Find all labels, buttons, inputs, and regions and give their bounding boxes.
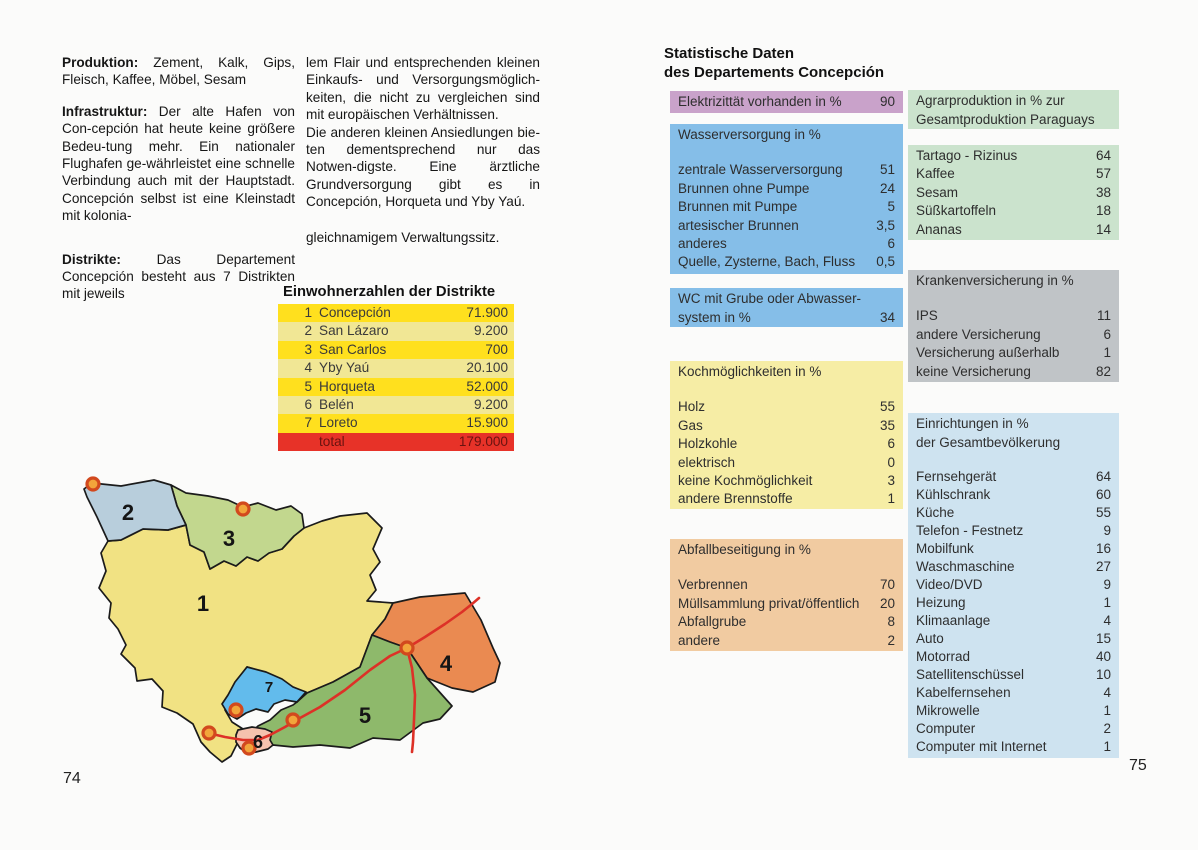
town-marker <box>203 727 215 739</box>
spacer <box>678 381 895 398</box>
table-body <box>916 307 1111 381</box>
paragraph-distrikte: Distrikte: Das Departement Concepción besteht aus 7 Distrikten mit jeweils <box>62 251 295 302</box>
table-row: zentrale Wasserversorgung 51 <box>678 162 895 178</box>
distrikte-label: Distrikte: <box>62 251 121 267</box>
table-body <box>678 576 895 650</box>
table-row: keine Kochmöglichkeit 3 <box>678 473 895 489</box>
spacer <box>916 290 1111 307</box>
table-header: Abfallbeseitigung in % <box>678 542 811 557</box>
produktion-label: Produktion: <box>62 55 139 70</box>
table-row: Kühlschrank 60 <box>916 487 1111 502</box>
table-row: Computer mit Internet 1 <box>916 739 1111 754</box>
page-number-right: 75 <box>1129 757 1147 774</box>
spacer <box>916 452 1111 468</box>
table-row: andere Versicherung 6 <box>916 326 1111 342</box>
table-row: elektrisch 0 <box>678 454 895 470</box>
table-header: Krankenversicherung in % <box>916 273 1074 288</box>
table-row: Heizung 1 <box>916 595 1111 610</box>
town-marker <box>87 478 99 490</box>
table-wasserversorgung <box>670 124 903 274</box>
district-1-label: 1 <box>196 591 210 616</box>
table-row: Gas 35 <box>678 417 895 433</box>
district-5-label: 5 <box>358 703 372 728</box>
district-3-label: 3 <box>222 526 236 551</box>
table-row: Brunnen mit Pumpe 5 <box>678 199 895 215</box>
table-header: Kochmöglichkeiten in % <box>678 364 822 379</box>
table-row: Holzkohle 6 <box>678 436 895 452</box>
table-row: Verbrennen 70 <box>678 577 895 593</box>
paragraph-ansiedlungen: Die anderen kleinen Ansiedlungen bie-ten dementsprechend nur das Notwen-digste. Eine ärztliche Grundversorgung gibt es in Concepción, Horqueta und Yby Yaú. <box>306 124 540 210</box>
einwohner-table <box>278 304 514 451</box>
table-kochmoeglichkeiten <box>670 361 903 509</box>
table-abfallbeseitigung <box>670 539 903 651</box>
einwohner-table-title: Einwohnerzahlen der Distrikte <box>283 284 496 300</box>
table-row: 1 Concepción 71.900 <box>278 304 514 322</box>
table-header: Wasserversorgung in % <box>678 127 821 142</box>
table-row: Quelle, Zysterne, Bach, Fluss 0,5 <box>678 254 895 270</box>
table-row: 3 San Carlos 700 <box>278 341 514 359</box>
table-row: Müllsammlung privat/öffentlich 20 <box>678 595 895 611</box>
table-row: IPS 11 <box>916 308 1111 324</box>
table-row: Motorrad 40 <box>916 649 1111 664</box>
table-row: 5 Horqueta 52.000 <box>278 378 514 396</box>
town-marker <box>237 503 249 515</box>
table-row: andere 2 <box>678 632 895 648</box>
table-row: Holz 55 <box>678 399 895 415</box>
infrastruktur-label: Infrastruktur: <box>62 103 148 119</box>
table-row: Fernsehgerät 64 <box>916 469 1111 484</box>
table-row: Video/DVD 9 <box>916 577 1111 592</box>
town-marker <box>401 642 413 654</box>
table-row: Mobilfunk 16 <box>916 541 1111 556</box>
table-row: Sesam 38 <box>916 184 1111 200</box>
spacer <box>678 559 895 576</box>
table-agrarproduktion-header <box>908 90 1119 129</box>
table-row: Abfallgrube 8 <box>678 614 895 630</box>
table-row: Satellitenschüssel 10 <box>916 667 1111 682</box>
table-row: Telefon - Festnetz 9 <box>916 523 1111 538</box>
table-body <box>678 398 895 508</box>
table-krankenversicherung <box>908 270 1119 382</box>
table-row: Süßkartoffeln 18 <box>916 203 1111 219</box>
town-marker <box>230 704 242 716</box>
table-row: Kabelfernsehen 4 <box>916 685 1111 700</box>
table-row: Ananas 14 <box>916 221 1111 237</box>
table-row: anderes 6 <box>678 236 895 252</box>
table-row: 7 Loreto 15.900 <box>278 414 514 432</box>
table-header-line-2: Gesamtproduktion Paraguays <box>916 111 1095 127</box>
table-row: Kaffee 57 <box>916 166 1111 182</box>
table-row: Brunnen ohne Pumpe 24 <box>678 180 895 196</box>
table-einrichtungen <box>908 413 1119 758</box>
table-body <box>916 468 1111 756</box>
table-row: Tartago - Rizinus 64 <box>916 148 1111 163</box>
wc-line-1: WC mit Grube oder Abwasser- <box>678 291 862 306</box>
district-2-label: 2 <box>121 500 135 525</box>
table-body <box>678 161 895 271</box>
table-agrarproduktion-values <box>908 145 1119 240</box>
table-elektrizitaet <box>670 91 903 113</box>
district-4-label: 4 <box>439 651 453 676</box>
paragraph-flair: lem Flair und entsprechenden kleinen Einkaufs- und Versorgungsmöglich-keiten, die nicht zu vergleichen sind mit europäischen Verhältnissen. <box>306 55 540 123</box>
paragraph-produktion: Produktion: Zement, Kalk, Gips, Fleisch, Kaffee, Möbel, Sesam <box>62 55 295 88</box>
table-row: 4 Yby Yaú 20.100 <box>278 359 514 377</box>
table-row: Versicherung außerhalb 1 <box>916 345 1111 361</box>
table-row: Küche 55 <box>916 505 1111 520</box>
table-row: keine Versicherung 82 <box>916 363 1111 379</box>
table-header-line-1: Agrarproduktion in % zur <box>916 93 1065 108</box>
table-row: Waschmaschine 27 <box>916 559 1111 574</box>
table-wc <box>670 288 903 327</box>
paragraph-verwaltungssitz: gleichnamigem Verwaltungssitz. <box>306 229 500 245</box>
district-map <box>62 458 534 780</box>
table-row: Auto 15 <box>916 631 1111 646</box>
district-6-label: 6 <box>252 732 264 752</box>
table-body <box>916 147 1111 239</box>
table-row: system in % 34 <box>678 309 895 325</box>
table-row: Klimaanlage 4 <box>916 613 1111 628</box>
district-7-label: 7 <box>264 679 274 696</box>
spacer <box>678 144 895 161</box>
table-row: Elektrizittät vorhanden in % 90 <box>678 94 895 109</box>
town-marker <box>287 714 299 726</box>
table-row: Computer 2 <box>916 721 1111 736</box>
table-header-line-1: Einrichtungen in % <box>916 416 1029 431</box>
table-row: Mikrowelle 1 <box>916 703 1111 718</box>
table-row: 6 Belén 9.200 <box>278 396 514 414</box>
left-text-column-1 <box>62 54 295 303</box>
table-row: andere Brennstoffe 1 <box>678 491 895 507</box>
table-row: total 179.000 <box>278 433 514 451</box>
title-line-2: des Departements Concepción <box>664 64 885 81</box>
right-page-title <box>664 44 884 82</box>
title-line-1: Statistische Daten <box>664 45 795 62</box>
page-number-left: 74 <box>63 770 81 787</box>
left-text-column-2 <box>306 54 540 246</box>
table-row: 2 San Lázaro 9.200 <box>278 322 514 340</box>
paragraph-infrastruktur: Infrastruktur: Der alte Hafen von Con-cepción hat heute keine größere Bedeu-tung mehr. Ein nationaler Flughafen ge-währleistet eine schnelle Verbindung auch mit der Hauptstadt. Concepción selbst ist eine Kleinstadt mit kolonia- <box>62 103 295 224</box>
table-row: artesischer Brunnen 3,5 <box>678 217 895 233</box>
table-header-line-2: der Gesamtbevölkerung <box>916 434 1061 450</box>
